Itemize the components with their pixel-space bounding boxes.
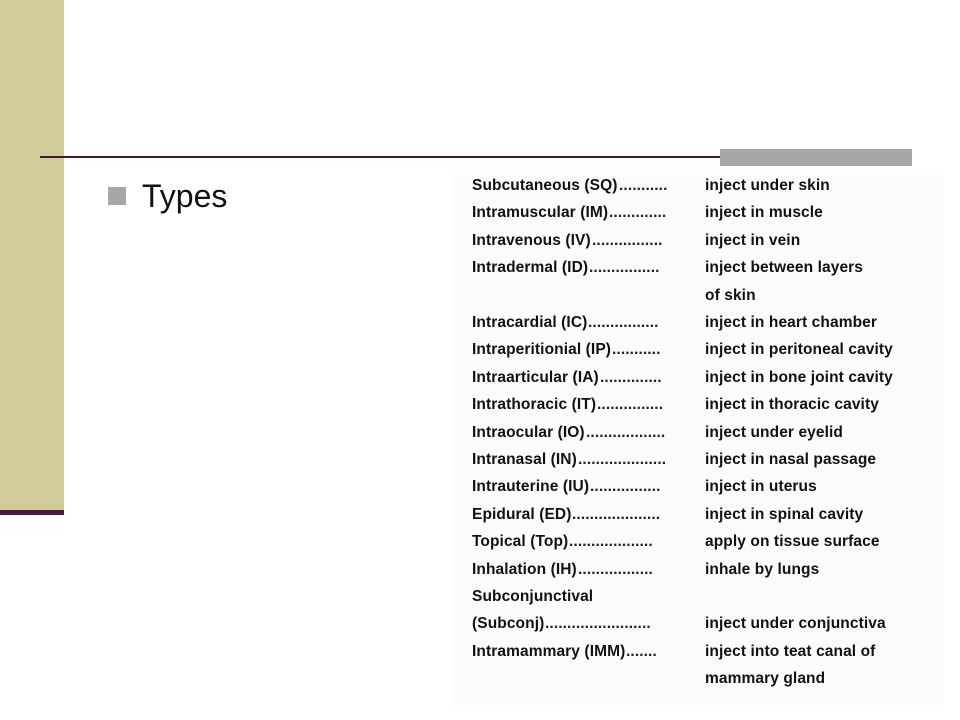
route-name: Intramuscular (IM) bbox=[472, 204, 609, 222]
route-name: Intrauterine (IU) bbox=[472, 478, 590, 496]
route-row bbox=[472, 341, 942, 368]
route-row bbox=[472, 643, 942, 670]
route-leader-dots: ........... bbox=[612, 341, 661, 359]
sidebar-band bbox=[0, 0, 64, 514]
route-row bbox=[472, 396, 942, 423]
divider-accent-bar bbox=[720, 149, 912, 166]
route-description: inject in spinal cavity bbox=[705, 505, 864, 523]
square-bullet-icon bbox=[108, 187, 126, 205]
route-description: inject in muscle bbox=[705, 204, 823, 222]
route-name: Intranasal (IN) bbox=[472, 451, 577, 468]
route-description: inject under eyelid bbox=[705, 423, 843, 441]
route-row bbox=[472, 369, 942, 396]
route-name: Intramammary (IMM) bbox=[472, 642, 626, 660]
route-leader-dots: ........................ bbox=[545, 615, 651, 633]
route-leader-dots: .............. bbox=[600, 368, 662, 386]
route-leader-dots: ....... bbox=[626, 642, 657, 660]
route-name: Intraarticular (IA) bbox=[472, 368, 599, 386]
route-description: of skin bbox=[705, 286, 756, 304]
route-description: inject in vein bbox=[705, 231, 801, 249]
route-description: inject in thoracic cavity bbox=[705, 396, 879, 414]
route-row bbox=[472, 478, 942, 505]
route-name: Subconjunctival bbox=[472, 588, 594, 605]
route-row bbox=[472, 314, 942, 341]
route-description: inject in nasal passage bbox=[705, 451, 877, 468]
sidebar-cap-rule bbox=[0, 510, 64, 515]
route-row bbox=[472, 287, 942, 314]
route-description: inject under conjunctiva bbox=[705, 615, 886, 633]
route-name: Intracardial (IC) bbox=[472, 314, 588, 331]
route-row bbox=[472, 204, 942, 231]
route-description: inject in heart chamber bbox=[705, 314, 877, 331]
route-leader-dots: .................... bbox=[578, 451, 667, 468]
route-row bbox=[472, 232, 942, 259]
route-name: Intravenous (IV) bbox=[472, 231, 591, 249]
route-leader-dots: ........... bbox=[619, 177, 668, 194]
route-name: Inhalation (IH) bbox=[472, 560, 577, 578]
route-name: Intraocular (IO) bbox=[472, 423, 585, 441]
route-leader-dots: .................. bbox=[586, 423, 666, 441]
route-name: Subcutaneous (SQ) bbox=[472, 177, 618, 194]
route-description: inject in peritoneal cavity bbox=[705, 341, 893, 359]
route-description: inject in bone joint cavity bbox=[705, 368, 893, 386]
route-row bbox=[472, 506, 942, 533]
route-row bbox=[472, 588, 942, 615]
route-name: Epidural (ED) bbox=[472, 505, 572, 523]
route-description: apply on tissue surface bbox=[705, 533, 880, 551]
route-description: inject in uterus bbox=[705, 478, 817, 496]
route-name: Intradermal (ID) bbox=[472, 259, 589, 277]
route-description: inhale by lungs bbox=[705, 560, 820, 578]
route-leader-dots: ................... bbox=[569, 533, 653, 551]
route-row bbox=[472, 561, 942, 588]
route-row bbox=[472, 424, 942, 451]
route-leader-dots: ................ bbox=[589, 259, 660, 277]
bullet-item-types bbox=[108, 176, 227, 216]
route-leader-dots: ................ bbox=[592, 231, 663, 249]
route-leader-dots: ............. bbox=[609, 204, 667, 222]
route-description: inject under skin bbox=[705, 177, 830, 194]
route-description: mammary gland bbox=[705, 670, 826, 688]
route-name: Topical (Top) bbox=[472, 533, 569, 551]
route-leader-dots: ................ bbox=[590, 478, 661, 496]
bullet-text: Types bbox=[142, 177, 228, 214]
route-name: Intraperitionial (IP) bbox=[472, 341, 612, 359]
route-name: Intrathoracic (IT) bbox=[472, 396, 597, 414]
route-row bbox=[472, 177, 942, 204]
route-description: inject between layers bbox=[705, 259, 864, 277]
routes-of-injection-table bbox=[452, 175, 944, 705]
route-description: inject into teat canal of bbox=[705, 642, 876, 660]
route-leader-dots: ............... bbox=[597, 396, 664, 414]
route-row bbox=[472, 533, 942, 560]
route-row bbox=[472, 670, 942, 697]
route-row bbox=[472, 259, 942, 286]
route-name: (Subconj) bbox=[472, 615, 545, 633]
route-row bbox=[472, 615, 942, 642]
route-leader-dots: ................. bbox=[578, 560, 653, 578]
route-leader-dots: ................ bbox=[588, 314, 659, 331]
route-leader-dots: .................... bbox=[572, 505, 661, 523]
route-row bbox=[472, 451, 942, 478]
